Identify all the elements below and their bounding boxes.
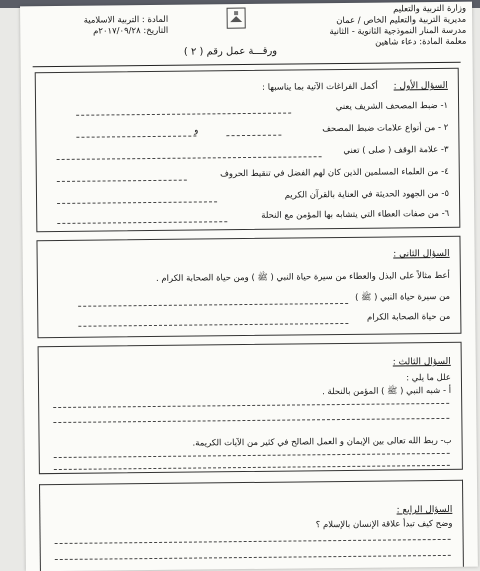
question-2-heading: السؤال الثاني : [393, 248, 450, 260]
answer-blank[interactable] [54, 453, 450, 458]
teacher-line: معلمة المادة: دعاء شاهين [375, 36, 467, 48]
question-1-box [35, 68, 461, 232]
answer-blank[interactable] [78, 303, 348, 307]
answer-blank[interactable] [55, 555, 451, 560]
q1-item-6: ٦- من صفات العطاء التي يتشابه بها المؤمن مع النحلة [261, 208, 450, 221]
question-1-heading: السؤال الأول : [393, 80, 448, 92]
question-3-box [38, 342, 463, 474]
directorate-line: مديرية التربية والتعليم الخاص / عمان [336, 14, 467, 27]
answer-blank[interactable] [76, 136, 196, 138]
worksheet-title: ورقـــة عمل رقم ( ٢ ) [183, 45, 278, 58]
q3-item-b: ب- ربط الله تعالى بين الإيمان و العمل الصالح في كثير من الآيات الكريمة. [192, 435, 452, 449]
question-1-instruction: أكمل الفراغات الآتية بما يناسبها : [262, 81, 378, 93]
q1-item-2: ٢ - من أنواع علامات ضبط المصحف [322, 122, 449, 135]
answer-blank[interactable] [226, 135, 281, 137]
school-line: مدرسة المنار النموذجية الثانوية - الثانية [329, 25, 467, 38]
q1-item-3: ٣- علامة الوقف ( صلى ) تعني [343, 144, 449, 156]
question-4-instruction: وضح كيف تبدأ علاقة الإنسان بالإسلام ؟ [315, 518, 453, 531]
q3-item-a: أ - شبه النبي ( ﷺ ) المؤمن بالنحلة . [322, 385, 452, 398]
answer-blank[interactable] [57, 201, 217, 204]
subject-label: المادة : التربية الاسلامية [83, 14, 169, 26]
school-header [326, 4, 466, 49]
header-divider [33, 62, 461, 67]
question-3-instruction: علل ما يلي : [406, 372, 451, 384]
ministry-logo-icon [225, 6, 247, 30]
q1-item-1: ١- ضبط المصحف الشريف يعني [335, 100, 449, 113]
answer-blank[interactable] [57, 156, 322, 160]
subject-date-block [58, 15, 168, 38]
answer-blank[interactable] [53, 418, 449, 423]
ministry-line: وزارة التربية والتعليم [393, 3, 467, 15]
answer-blank[interactable] [57, 221, 227, 224]
answer-blank[interactable] [55, 539, 451, 544]
answer-blank[interactable] [78, 323, 348, 327]
question-2-instruction: أعط مثالاً على البذل والعطاء من سيرة حياة النبي ( ﷺ ) ومن حياة الصحابة الكرام . [155, 270, 450, 284]
q1-item-4: ٤- من العلماء المسلمين الذين كان لهم الفضل في تنقيط الحروف [220, 166, 449, 180]
answer-blank[interactable] [54, 465, 450, 470]
q2-item-companions: من حياة الصحابة الكرام [366, 311, 451, 323]
question-3-heading: السؤال الثالث : [392, 356, 451, 368]
q1-item-5: ٥- من الجهود الحديثة في العناية بالقرآن الكريم [284, 188, 450, 201]
q2-item-prophet: من سيرة حياة النبي ( ﷺ ) [355, 291, 451, 303]
answer-blank[interactable] [76, 113, 291, 116]
answer-blank[interactable] [53, 403, 449, 408]
question-4-box [39, 480, 464, 571]
question-2-box [36, 236, 461, 338]
worksheet-page [20, 2, 478, 571]
q1-and-word: و [194, 125, 199, 136]
answer-blank[interactable] [57, 180, 187, 182]
date-label: التاريخ: ٢٠١٧/٠٩/٢٨م [93, 25, 169, 37]
question-4-heading: السؤال الرابع : [396, 504, 453, 516]
